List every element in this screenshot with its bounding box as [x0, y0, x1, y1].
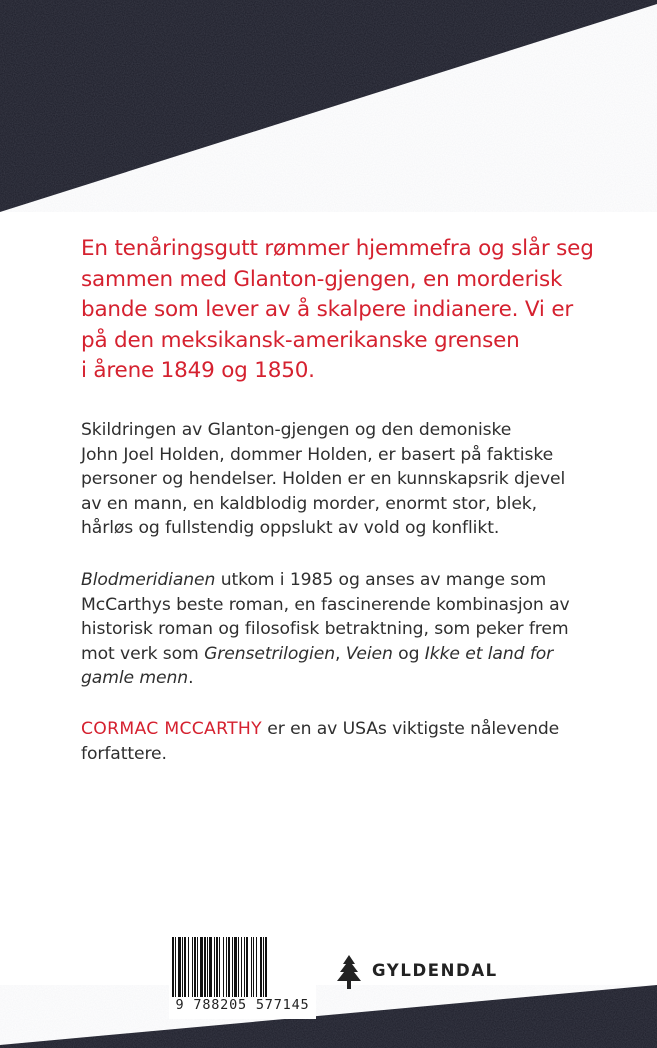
separator: ,	[334, 643, 346, 664]
review-line: historisk roman og filosofisk betraktning, som peker frem	[81, 619, 569, 640]
top-dark-band	[0, 0, 657, 215]
author-line: forfattere.	[81, 743, 167, 764]
barcode-bar	[223, 937, 224, 999]
barcode-bar	[228, 937, 230, 999]
bottom-dark-band	[0, 985, 657, 1048]
description-line: John Joel Holden, dommer Holden, er basert på faktiske	[81, 444, 554, 465]
description-line: Skildringen av Glanton-gjengen og den demoniske	[81, 420, 512, 440]
review-paragraph	[81, 568, 656, 691]
author-name: CORMAC MCCARTHY	[81, 719, 262, 739]
description-paragraph	[81, 418, 656, 541]
blurb-line: på den meksikansk-amerikanske grensen	[81, 327, 520, 353]
barcode-bar	[207, 937, 208, 999]
review-text: utkom i 1985 og anses av mange som	[215, 570, 547, 590]
description-line: hårløs og fullstendig oppslukt av vold og konflikt.	[81, 518, 500, 539]
barcode-bar	[265, 937, 267, 999]
barcode	[169, 937, 316, 1019]
blurb-line: i årene 1849 og 1850.	[81, 358, 315, 383]
barcode-bar	[192, 937, 193, 999]
barcode-bars	[169, 937, 316, 999]
review-text: mot verk som	[81, 643, 205, 664]
barcode-bar	[214, 937, 215, 999]
barcode-bar	[246, 937, 248, 999]
separator: og	[392, 643, 425, 664]
barcode-bar	[182, 937, 183, 999]
work-title: gamle menn	[81, 668, 189, 689]
barcode-bar	[251, 937, 252, 999]
review-line	[81, 642, 656, 667]
isbn-number: 9 788205 577145	[169, 997, 316, 1013]
barcode-bar	[226, 937, 227, 999]
description-line: personer og hendelser. Holden er en kunnskapsrik djevel	[81, 469, 566, 490]
barcode-bar	[244, 937, 245, 999]
barcode-bar	[234, 937, 237, 999]
barcode-bar	[219, 937, 220, 999]
barcode-bar	[204, 937, 206, 999]
barcode-bar	[241, 937, 242, 999]
barcode-bar	[216, 937, 218, 999]
tree-icon	[334, 953, 364, 993]
work-title: Veien	[345, 643, 393, 664]
publisher-name: GYLDENDAL	[372, 961, 498, 980]
work-title: Ikke et land for	[424, 643, 554, 664]
barcode-bar	[232, 937, 233, 999]
barcode-bar	[263, 937, 264, 999]
barcode-bar	[197, 937, 198, 999]
review-line	[81, 568, 656, 593]
barcode-bar	[253, 937, 254, 999]
blurb-line: sammen med Glanton-gjengen, en morderisk	[81, 266, 563, 292]
barcode-bar	[172, 937, 174, 999]
blurb-text	[81, 234, 641, 387]
review-line	[81, 666, 656, 691]
description-line: av en mann, en kaldblodig morder, enormt stor, blek,	[81, 493, 538, 514]
work-title: Grensetrilogien	[204, 643, 335, 664]
review-line: McCarthys beste roman, en fascinerende kombinasjon av	[81, 594, 570, 615]
blurb-line: bande som lever av å skalpere indianere. Vi er	[81, 297, 574, 322]
barcode-bar	[194, 937, 196, 999]
barcode-bar	[260, 937, 262, 999]
author-paragraph	[81, 717, 656, 766]
author-line	[81, 717, 656, 742]
barcode-bar	[184, 937, 186, 999]
blurb-line: En tenåringsgutt rømmer hjemmefra og slår seg	[81, 236, 594, 261]
barcode-bar	[175, 937, 176, 999]
barcode-bar	[238, 937, 239, 999]
author-text: er en av USAs viktigste nålevende	[261, 719, 560, 739]
barcode-bar	[209, 937, 212, 999]
review-text: .	[188, 668, 194, 689]
barcode-bar	[200, 937, 203, 999]
barcode-bar	[256, 937, 257, 999]
barcode-bar	[178, 937, 181, 999]
book-title: Blodmeridianen	[81, 570, 216, 590]
barcode-bar	[188, 937, 189, 999]
